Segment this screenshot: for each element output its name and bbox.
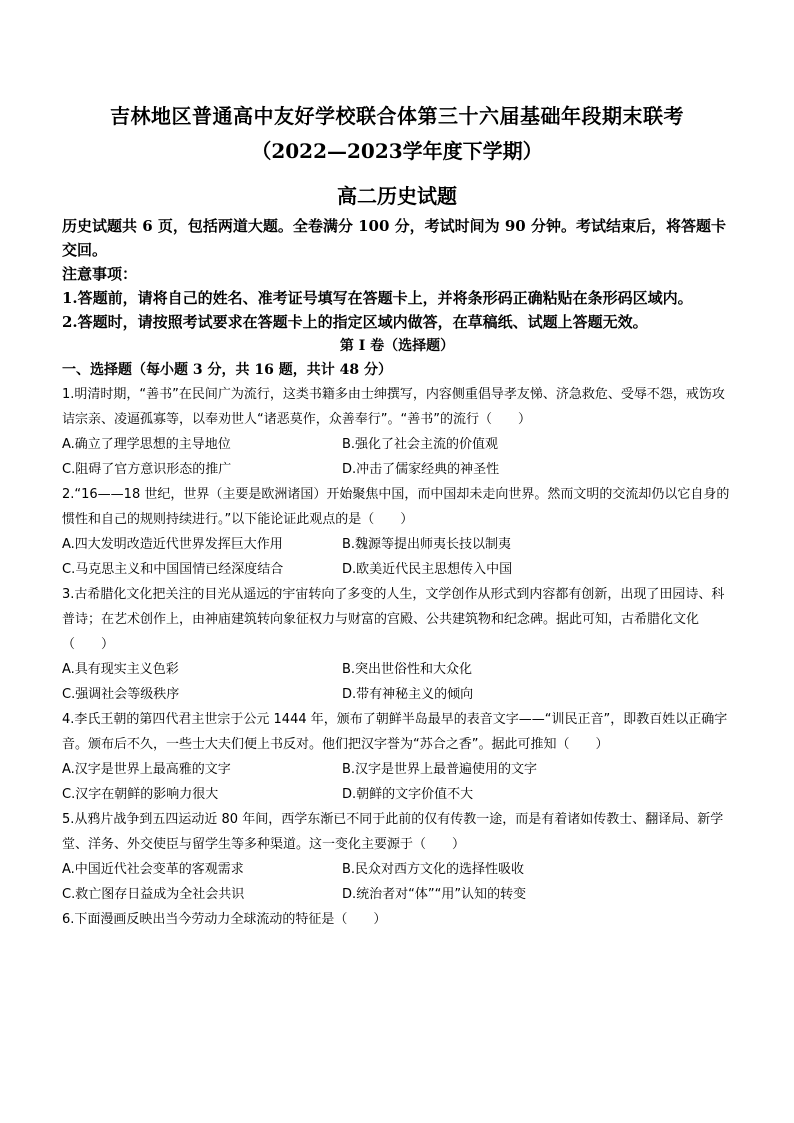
option-a[interactable]: A.确立了理学思想的主导地位 [62, 437, 231, 452]
question-stem: 6.下面漫画反映出当今劳动力全球流动的特征是（ ） [62, 912, 387, 927]
question-4 [62, 707, 732, 807]
question-3 [62, 582, 732, 707]
question-stem: 5.从鸦片战争到五四运动近 80 年间，西学东渐已不同于此前的仅有传教一途，而是有着诸如传教士、翻译局、新学堂、洋务、外交使臣与留学生等多种渠道。这一变化主要源于（ ） [62, 812, 724, 852]
question-stem: 1.明清时期，“善书”在民间广为流行，这类书籍多由士绅撰写，内容侧重倡导孝友悌、济急救危、受辱不怨，戒饬攻诘宗亲、凌逼孤寡等，以奉劝世人“诸恶莫作，众善奉行”。“善书”的流行（ ） [62, 387, 725, 427]
option-list [62, 532, 732, 582]
option-c[interactable]: C.强调社会等级秩序 [62, 687, 180, 702]
option-list [62, 657, 732, 707]
option-d[interactable]: D.朝鲜的文字价值不大 [342, 787, 474, 802]
option-list [62, 432, 732, 482]
option-b[interactable]: B.突出世俗性和大众化 [342, 662, 473, 677]
option-c[interactable]: C.汉字在朝鲜的影响力很大 [62, 787, 219, 802]
option-d[interactable]: D.带有神秘主义的倾向 [342, 687, 474, 702]
question-2 [62, 482, 732, 582]
exam-info: 历史试题共 6 页，包括两道大题。全卷满分 100 分，考试时间为 90 分钟。考试结束后，将答题卡交回。 [62, 217, 726, 259]
question-6 [62, 907, 732, 932]
option-c[interactable]: C.救亡图存日益成为全社会共识 [62, 887, 245, 902]
volume-title: 第 I 卷（选择题） [339, 338, 455, 354]
option-d[interactable]: D.统治者对“体”“用”认知的转变 [342, 887, 527, 902]
notice-item-1: 1.答题前，请将自己的姓名、准考证号填写在答题卡上，并将条形码正确粘贴在条形码区域内。 [62, 289, 693, 307]
question-5 [62, 807, 732, 907]
option-c[interactable]: C.阻碍了官方意识形态的推广 [62, 462, 232, 477]
exam-title: 吉林地区普通高中友好学校联合体第三十六届基础年段期末联考 [110, 104, 684, 128]
subject-title: 高二历史试题 [337, 184, 457, 208]
question-stem: 4.李氏王朝的第四代君主世宗于公元 1444 年，颁布了朝鲜半岛最早的表音文字——“训民正音”，即教百姓以正确字音。颁布后不久，一些士大夫们便上书反对。他们把汉字誉为“苏合之香”。据此可推知（ ） [62, 712, 728, 752]
option-d[interactable]: D.冲击了儒家经典的神圣性 [342, 462, 500, 477]
option-a[interactable]: A.中国近代社会变革的客观需求 [62, 862, 244, 877]
part-title: 一、选择题（每小题 3 分，共 16 题，共计 48 分） [62, 362, 392, 378]
option-a[interactable]: A.四大发明改造近代世界发挥巨大作用 [62, 537, 283, 552]
option-a[interactable]: A.具有现实主义色彩 [62, 662, 179, 677]
exam-body [62, 214, 732, 932]
option-b[interactable]: B.民众对西方文化的选择性吸收 [342, 862, 525, 877]
notice-heading: 注意事项： [62, 265, 138, 283]
option-list [62, 757, 732, 807]
school-year: （2022—2023学年度下学期） [251, 139, 543, 163]
option-c[interactable]: C.马克思主义和中国国情已经深度结合 [62, 562, 284, 577]
option-b[interactable]: B.魏源等提出师夷长技以制夷 [342, 537, 512, 552]
option-b[interactable]: B.强化了社会主流的价值观 [342, 437, 499, 452]
question-stem: 2.“16——18 世纪，世界（主要是欧洲诸国）开始聚焦中国，而中国却未走向世界。然而文明的交流却仍以它自身的惯性和自己的规则持续进行。”以下能论证此观点的是（ ） [62, 487, 730, 527]
question-stem: 3.古希腊化文化把关注的目光从遥远的宇宙转向了多变的人生，文学创作从形式到内容都有创新，出现了田园诗、科普诗；在艺术创作上，由神庙建筑转向象征权力与财富的宫殿、公共建筑物和纪念碑。据此可知，古希腊化文化（ ） [62, 587, 725, 652]
option-b[interactable]: B.汉字是世界上最普遍使用的文字 [342, 762, 538, 777]
option-a[interactable]: A.汉字是世界上最高雅的文字 [62, 762, 231, 777]
notice-item-2: 2.答题时，请按照考试要求在答题卡上的指定区域内做答，在草稿纸、试题上答题无效。 [62, 313, 648, 331]
option-d[interactable]: D.欧美近代民主思想传入中国 [342, 562, 513, 577]
question-1 [62, 382, 732, 482]
option-list [62, 857, 732, 907]
